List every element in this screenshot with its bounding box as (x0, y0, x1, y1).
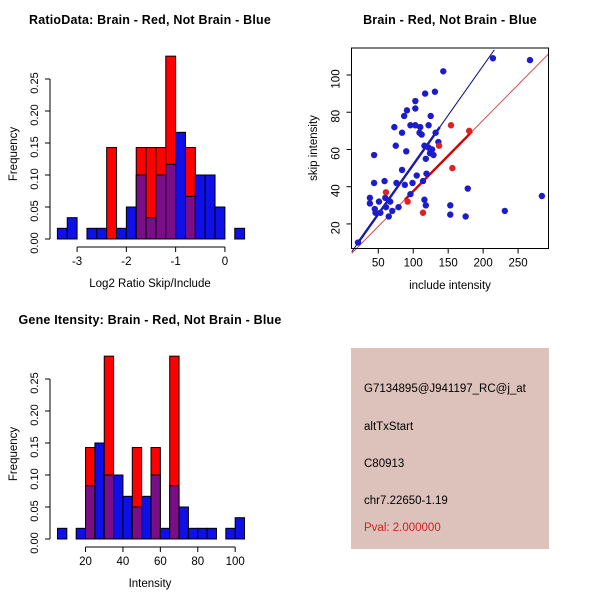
data-point (399, 167, 405, 173)
bar-blue (188, 528, 197, 539)
bar-blue (235, 228, 245, 239)
data-point (393, 180, 399, 186)
tick-label: 80 (191, 556, 205, 568)
histogram-bars (57, 56, 244, 239)
bar-overlap (156, 175, 166, 239)
data-point (432, 89, 438, 95)
data-point (371, 180, 377, 186)
gene-hist-xlabel: Intensity (128, 578, 172, 590)
bar-blue (205, 175, 215, 239)
data-point (430, 152, 436, 158)
tick-label: 0.25 (29, 372, 41, 394)
panel-ratio-histogram (0, 0, 300, 300)
fit-lines (352, 50, 549, 253)
pval-text: Pval: 2.000000 (364, 522, 441, 534)
event-type-text: altTxStart (364, 421, 414, 433)
data-point (377, 210, 383, 216)
bar-blue (57, 528, 66, 539)
tick-label: -3 (71, 256, 83, 268)
data-point (401, 113, 407, 119)
intensity-scatter-plot (300, 0, 600, 300)
data-point (407, 191, 413, 197)
tick-label: 0.20 (29, 404, 41, 426)
bar-overlap (170, 486, 179, 539)
gene-info-box (351, 348, 549, 549)
data-point (409, 180, 415, 186)
bar-overlap (146, 218, 156, 239)
tick-label: 0.00 (29, 232, 41, 254)
tick-label: 0.10 (29, 468, 41, 490)
tick-label: 20 (79, 556, 92, 568)
data-point (412, 98, 418, 104)
data-point (447, 202, 453, 208)
data-point (417, 124, 423, 130)
bar-blue (67, 218, 77, 239)
bar-blue (207, 528, 216, 539)
data-point (395, 204, 401, 210)
tick-label: 0.05 (29, 500, 41, 522)
data-point (367, 200, 373, 206)
tick-label: 40 (116, 556, 130, 568)
data-point (418, 131, 424, 137)
data-point (420, 178, 426, 184)
data-point (367, 195, 373, 201)
data-point (381, 178, 387, 184)
bar-blue (195, 175, 205, 239)
bar-overlap (151, 475, 160, 539)
tick-label: 100 (330, 69, 343, 89)
probe-id-text: G7134895@J941197_RC@j_at (364, 383, 526, 395)
tick-label: 50 (371, 257, 385, 270)
tick-label: -2 (121, 256, 132, 268)
gene-intensity-histogram-plot (0, 300, 300, 600)
data-point (440, 68, 446, 74)
tick-label: 0.20 (29, 104, 41, 126)
data-point (404, 107, 410, 113)
tick-label: 0.15 (29, 136, 41, 158)
data-point (403, 148, 409, 154)
ratio-hist-ylabel: Frequency (8, 126, 20, 182)
bar-overlap (86, 486, 95, 539)
bar-blue (176, 132, 186, 239)
bar-blue (123, 496, 132, 539)
tick-label: 150 (438, 257, 458, 270)
panel-gene-intensity-histogram (0, 300, 300, 600)
data-point (527, 57, 533, 63)
data-point (399, 130, 405, 136)
tick-label: 100 (225, 556, 245, 568)
bar-blue (235, 518, 244, 539)
tick-label: 250 (508, 257, 528, 270)
data-point (502, 208, 508, 214)
tick-label: 60 (330, 147, 343, 160)
data-point (539, 193, 545, 199)
bar-blue (142, 496, 151, 539)
ratio-histogram-plot (0, 0, 300, 300)
tick-label: 0.10 (29, 168, 41, 190)
data-point (402, 182, 408, 188)
data-point (423, 170, 429, 176)
data-point (376, 198, 382, 204)
tick-label: 80 (330, 109, 343, 123)
data-point (412, 105, 418, 111)
data-point (391, 124, 397, 130)
tick-label: 0.25 (29, 72, 41, 94)
scatter-title: Brain - Red, Not Brain - Blue (363, 13, 537, 27)
gene-hist-title: Gene Itensity: Brain - Red, Not Brain - Blue (18, 313, 282, 327)
data-point (448, 122, 454, 128)
data-point (421, 197, 427, 203)
bar-blue (117, 228, 127, 239)
bar-overlap (104, 475, 113, 539)
data-point (422, 90, 428, 96)
panel-gene-info (300, 300, 600, 600)
data-point (428, 113, 434, 119)
tick-label: 0.15 (29, 436, 41, 458)
gene-id-text: C80913 (364, 458, 405, 470)
data-point (429, 146, 435, 152)
histogram-bars (57, 356, 244, 539)
location-text: chr7.22650-1.19 (364, 495, 448, 507)
tick-label: 40 (330, 184, 343, 198)
panel-intensity-scatter (300, 0, 600, 300)
bar-blue (179, 507, 188, 539)
bar-overlap (185, 196, 195, 239)
tick-label: 0 (221, 256, 229, 268)
data-point (420, 210, 426, 216)
data-point (393, 143, 399, 149)
points-scatter_red (383, 122, 473, 216)
data-point (449, 165, 455, 171)
data-point (462, 213, 468, 219)
data-point (436, 143, 442, 149)
data-point (389, 208, 395, 214)
tick-label: 200 (473, 257, 493, 270)
bar-overlap (132, 507, 141, 539)
data-point (490, 55, 496, 61)
data-point (465, 185, 471, 191)
bar-overlap (136, 175, 146, 239)
bar-blue (114, 475, 123, 539)
bar-overlap (166, 164, 176, 239)
tick-label: 100 (403, 257, 423, 270)
bar-blue (87, 228, 97, 239)
scatter-ylabel: skip intensity (308, 115, 320, 181)
data-point (432, 130, 438, 136)
bar-blue (95, 443, 104, 539)
points-scatter_blue (355, 55, 545, 246)
data-point (425, 122, 431, 128)
data-point (414, 172, 420, 178)
plot-box (352, 48, 549, 249)
bar-blue (226, 528, 235, 539)
ratio-hist-title: RatioData: Brain - Red, Not Brain - Blue (28, 13, 272, 27)
data-point (383, 189, 389, 195)
data-point (404, 198, 410, 204)
data-point (355, 239, 361, 245)
bar-blue (198, 528, 207, 539)
tick-label: 60 (153, 556, 167, 568)
ratio-hist-xlabel: Log2 Ratio Skip/Include (89, 278, 211, 290)
tick-label: 0.00 (29, 532, 41, 554)
data-point (423, 202, 429, 208)
bar-red (107, 148, 117, 239)
tick-label: -1 (170, 256, 181, 268)
data-point (371, 152, 377, 158)
bar-blue (97, 228, 107, 239)
bar-blue (76, 528, 85, 539)
bar-blue (160, 528, 169, 539)
tick-label: 0.05 (29, 200, 41, 222)
data-point (387, 198, 393, 204)
data-point (447, 211, 453, 217)
data-point (383, 204, 389, 210)
bar-blue (126, 207, 136, 239)
data-point (466, 128, 472, 134)
bar-blue (57, 228, 67, 239)
bar-blue (215, 207, 225, 239)
gene-hist-ylabel: Frequency (8, 426, 20, 482)
tick-label: 20 (330, 221, 343, 235)
scatter-xlabel: include intensity (409, 280, 491, 292)
data-point (386, 213, 392, 219)
data-point (423, 156, 429, 162)
